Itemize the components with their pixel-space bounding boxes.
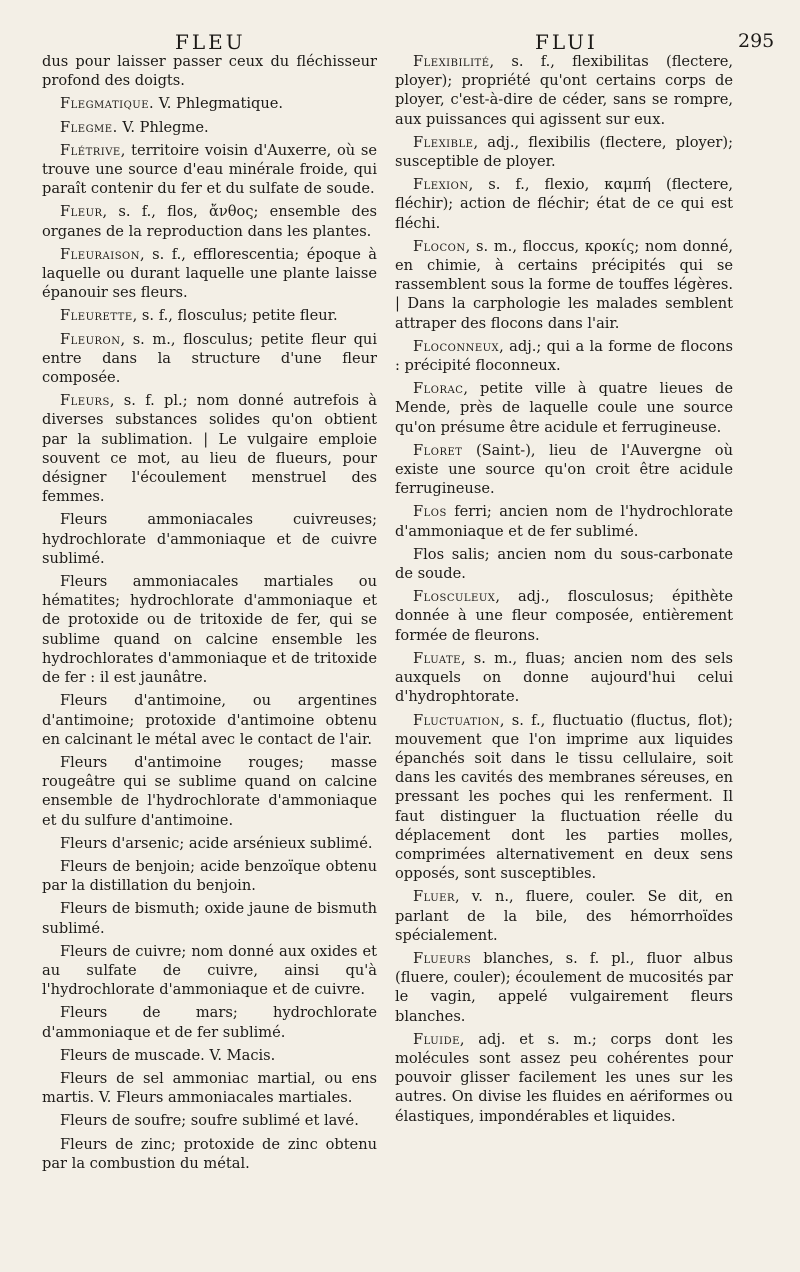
entry-definition: , petite ville à quatre lieues de Mende, près de laquelle coule une source qu'on présume être acidule et ferrugineuse. [395,380,733,436]
entry-definition: Flos salis; ancien nom du sous-carbonate de soude. [395,545,733,583]
entry-definition: , s. f., flexibilitas (flectere, ployer); propriété qu'ont certains corps de ployer, c'est-à-dire de céder, sans se rompre, aux puissances qui agissent sur eux. [395,53,733,128]
dictionary-entry [395,1030,733,1126]
entry-definition: Fleurs d'antimoine rouges; masse rougeâtre qui se sublime quand on calcine ensemble de l'hydrochlorate d'ammoniaque et du sulfure d'antimoine. [42,753,377,829]
entry-definition: , v. n., fluere, couler. Se dit, en parlant de la bile, des hémorrhoïdes spécialement. [395,888,733,944]
dictionary-entry [395,887,733,945]
entry-headword: Fleurette [60,307,133,325]
running-head-left: FLEU [175,30,246,54]
entry-definition: Fleurs ammoniacales martiales ou hématites; hydrochlorate d'ammoniaque et de protoxide ou de tritoxide de fer, qui se sublime quand on calcine ensemble les hydrochlorates d'ammoniaque et de tritoxide de fer : il est jaunâtre. [42,573,377,687]
entry-definition: , s. f., fluctuatio (fluctus, flot); mouvement que l'on imprime aux liquides épanchés soit dans le tissu cellulaire, soit dans les cavités des membranes séreuses, en pressant les poches qui les renferment. Il faut distinguer la fluctuation réelle du déplacement dont les parties molles, comprimées alternativement en deux sens opposés, sont susceptibles. [395,711,733,883]
dictionary-entry [42,52,377,90]
entry-definition: Fleurs ammoniacales cuivreuses; hydrochlorate d'ammoniaque et de cuivre sublimé. [42,511,377,567]
entry-headword: Fleurs [60,392,110,410]
dictionary-entry [395,649,733,707]
dictionary-entry [42,141,377,199]
entry-headword: Fluate [413,649,461,667]
dictionary-entry [42,1003,377,1041]
entry-definition: , adj. et s. m.; corps dont les molécules sont assez peu cohérentes pour pouvoir glisser facilement les unes sur les autres. On divise les fluides en aériformes ou élastiques, impondérables et liquides. [395,1030,733,1125]
entry-definition: Fleurs d'arsenic; acide arsénieux sublimé. [60,834,373,852]
left-column [42,52,377,1177]
dictionary-entry [42,391,377,506]
entry-definition: , s. m., flosculus; petite fleur qui entre dans la structure d'une fleur composée. [42,330,377,387]
dictionary-entry [395,52,733,129]
entry-headword: Flexion [413,176,469,194]
dictionary-entry [42,899,377,937]
entry-headword: Flosculeux [413,588,496,606]
dictionary-entry [42,691,377,749]
dictionary-entry [42,202,377,240]
entry-headword: Flegme. [60,118,118,136]
entry-headword: Flueurs [413,949,472,967]
entry-headword: Fleuraison [60,245,140,263]
dictionary-entry [42,1111,377,1130]
dictionary-entry [395,337,733,375]
entry-definition: , s. f., flosculus; petite fleur. [132,307,338,325]
entry-headword: Fleur [60,203,103,221]
entry-headword: Floconneux [413,337,500,355]
entry-headword: Fluide [413,1030,460,1048]
dictionary-entry [395,711,733,884]
dictionary-entry [42,510,377,568]
dictionary-entry [395,441,733,499]
running-head-right: FLUI [535,30,598,54]
entry-definition: (Saint-), lieu de l'Auvergne où existe une source qu'on croit être acidule ferrugineuse. [395,441,733,498]
dictionary-entry [395,379,733,437]
entry-headword: Fleuron [60,330,121,348]
entry-definition: Fleurs de benjoin; acide benzoïque obtenu par la distillation du benjoin. [42,857,377,895]
entry-definition: , territoire voisin d'Auxerre, où se trouve une source d'eau minérale froide, qui paraît contenir du fer et du sulfate de soude. [42,141,377,198]
entry-headword: Flegmatique. [60,95,155,113]
entry-headword: Florac [413,380,464,398]
dictionary-entry [42,572,377,687]
entry-definition: , s. m., fluas; ancien nom des sels auxquels on donne aujourd'hui celui d'hydrophtorate. [395,649,733,706]
entry-headword: Flexible [413,133,474,151]
entry-definition: Fleurs de bismuth; oxide jaune de bismuth sublimé. [42,900,377,937]
entry-definition: , adj., flexibilis (flectere, ployer); susceptible de ployer. [395,133,733,171]
dictionary-entry [395,175,733,233]
page-number: 295 [738,30,775,52]
entry-definition: , s. f., efflorescentia; époque à laquelle ou durant laquelle une plante laisse épanouir ses fleurs. [42,245,377,302]
entry-definition: , adj.; qui a la forme de flocons : précipité floconneux. [395,337,733,375]
entry-definition: V. Phlegme. [117,118,209,136]
dictionary-entry [42,1069,377,1107]
entry-definition: , s. f. pl.; nom donné autrefois à diverses substances solides qu'on obtient par la sublimation. | Le vulgaire emploie souvent ce mot, au lieu de flueurs, pour désigner l'écoulement menstruel des femmes. [42,392,377,506]
entry-headword: Flexibilité [413,53,490,70]
dictionary-entry [395,502,733,540]
entry-definition: Fleurs d'antimoine, ou argentines d'antimoine; protoxide d'antimoine obtenu en calcinant le métal avec le contact de l'air. [42,692,377,748]
dictionary-entry [395,545,733,583]
dictionary-entry [42,306,377,325]
entry-definition: V. Phlegmatique. [154,95,284,113]
entry-definition: blanches, s. f. pl., fluor albus (fluere, couler); écoulement de mucosités par le vagin, appelé vulgairement fleurs blanches. [395,949,733,1025]
dictionary-entry [395,133,733,171]
dictionary-entry [42,834,377,853]
entry-definition: , adj., flosculosus; épithète donnée à une fleur composée, entièrement formée de fleurons. [395,588,733,644]
dictionary-entry [42,94,377,113]
entry-headword: Flos [413,503,447,521]
entry-headword: Fluer [413,888,455,906]
entry-definition: Fleurs de cuivre; nom donné aux oxides et au sulfate de cuivre, ainsi qu'à l'hydrochlorate d'ammoniaque et de cuivre. [42,942,377,999]
entry-definition: Fleurs de mars; hydrochlorate d'ammoniaque et de fer sublimé. [42,1004,377,1041]
entry-headword: Floret [413,441,463,459]
dictionary-entry [42,857,377,895]
entry-definition: , s. f., flexio, καμπή (flectere, fléchir); action de fléchir; état de ce qui est fléchi. [395,176,733,232]
entry-definition: , s. m., floccus, κροκίς; nom donné, en chimie, à certains précipités qui se rassemblent sous la forme de touffes légères. | Dans la carphologie les malades semblent attraper des flocons dans l'air. [395,237,733,332]
entry-definition: Fleurs de sel ammoniac martial, ou ens martis. V. Fleurs ammoniacales martiales. [42,1069,377,1107]
dictionary-entry [42,942,377,1000]
entry-headword: Flocon [413,237,466,255]
dictionary-entry [42,1046,377,1065]
entry-definition: ferri; ancien nom de l'hydrochlorate d'ammoniaque et de fer sublimé. [395,503,733,540]
right-column [395,52,733,1130]
entry-definition: Fleurs de zinc; protoxide de zinc obtenu par la combustion du métal. [42,1135,377,1172]
entry-definition: dus pour laisser passer ceux du fléchisseur profond des doigts. [42,53,377,90]
dictionary-entry [42,245,377,303]
entry-headword: Fluctuation [413,711,500,729]
dictionary-entry [395,237,733,333]
entry-definition: , s. f., flos, ἄνθος; ensemble des organes de la reproduction dans les plantes. [42,203,377,240]
dictionary-entry [42,753,377,830]
dictionary-entry [395,587,733,645]
dictionary-entry [395,949,733,1026]
entry-definition: Fleurs de soufre; soufre sublimé et lavé. [60,1112,359,1130]
dictionary-entry [42,118,377,137]
entry-definition: Fleurs de muscade. V. Macis. [60,1046,276,1064]
entry-headword: Flétrive [60,141,121,159]
dictionary-entry [42,1135,377,1173]
dictionary-entry [42,330,377,388]
